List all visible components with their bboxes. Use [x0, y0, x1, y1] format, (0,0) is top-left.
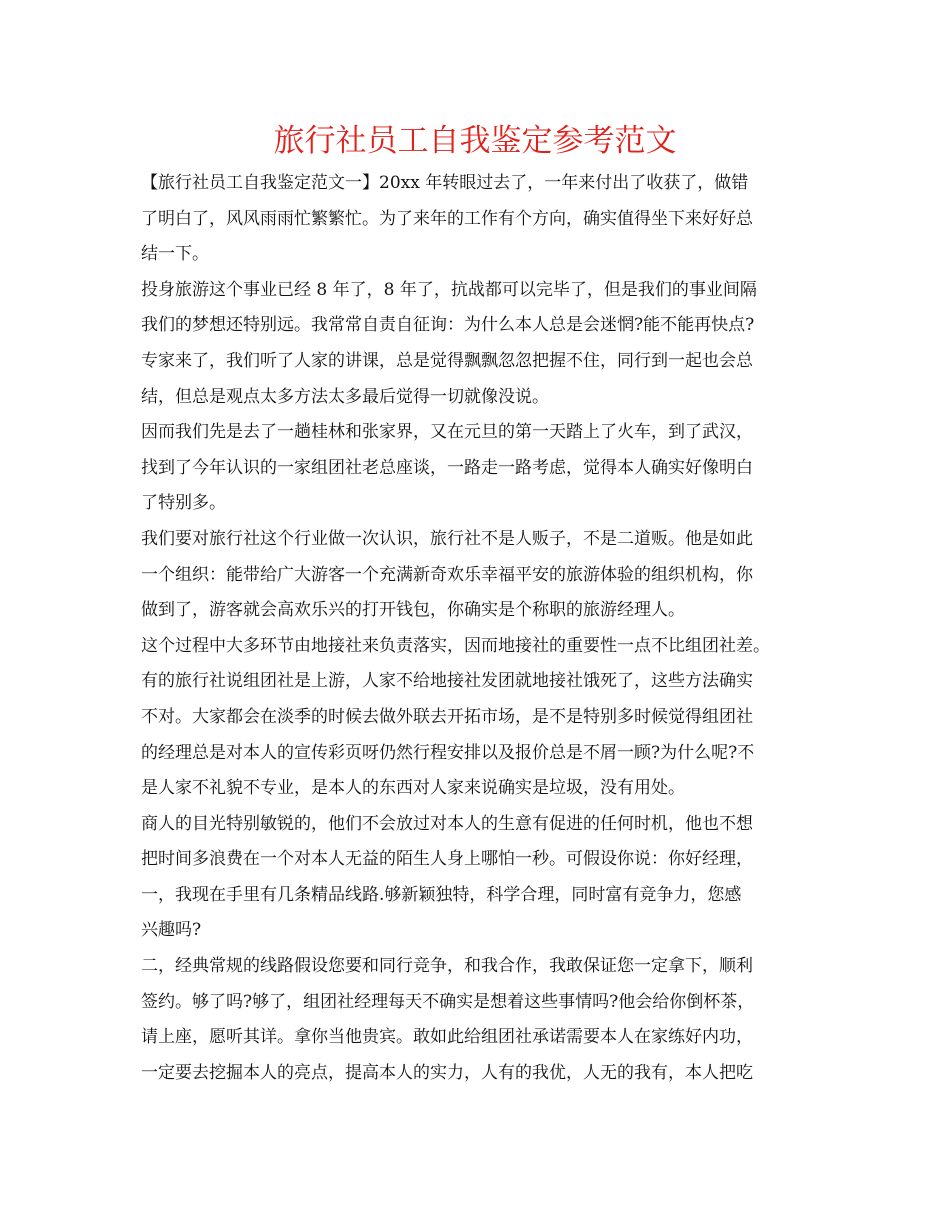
body-line: 一，我现在手里有几条精品线路.够新颖独特，科学合理，同时富有竞争力，您感 — [141, 884, 742, 905]
body-line: 二，经典常规的线路假设您要和同行竞争，和我合作，我敢保证您一定拿下，顺利 — [141, 956, 753, 977]
body-line: 找到了今年认识的一家组团社老总座谈，一路走一路考虑，觉得本人确实好像明白 — [141, 457, 753, 478]
body-line: 有的旅行社说组团社是上游，人家不给地接社发团就地接社饿死了，这些方法确实 — [141, 671, 753, 692]
body-line: 一定要去挖掘本人的亮点，提高本人的实力，人有的我优，人无的我有，本人把吃 — [141, 1062, 753, 1083]
body-line: 把时间多浪费在一个对本人无益的陌生人身上哪怕一秒。可假设你说：你好经理， — [141, 849, 753, 870]
document-title: 旅行社员工自我鉴定参考范文 — [273, 123, 677, 159]
body-line: 结，但总是观点太多方法太多最后觉得一切就像没说。 — [141, 386, 549, 407]
document-body — [141, 166, 811, 1091]
body-line: 是人家不礼貌不专业，是本人的东西对人家来说确实是垃圾，没有用处。 — [141, 778, 685, 799]
body-line: 投身旅游这个事业已经 8 年了，8 年了，抗战都可以完毕了，但是我们的事业间隔 — [141, 279, 757, 300]
body-line: 一个组织：能带给广大游客一个充满新奇欢乐幸福平安的旅游体验的组织机构，你 — [141, 564, 753, 585]
body-line: 我们要对旅行社这个行业做一次认识，旅行社不是人贩子，不是二道贩。他是如此 — [141, 528, 753, 549]
body-line: 了明白了，风风雨雨忙繁繁忙。为了来年的工作有个方向，确实值得坐下来好好总 — [141, 208, 753, 229]
body-line: 签约。够了吗?够了，组团社经理每天不确实是想着这些事情吗?他会给你倒杯茶， — [141, 991, 755, 1012]
body-line: 专家来了，我们听了人家的讲课，总是觉得飘飘忽忽把握不住，同行到一起也会总 — [141, 350, 753, 371]
body-line: 不对。大家都会在淡季的时候去做外联去开拓市场，是不是特别多时候觉得组团社 — [141, 706, 753, 727]
body-line: 的经理总是对本人的宣传彩页呀仍然行程安排以及报价总是不屑一顾?为什么呢?不 — [141, 742, 755, 763]
body-line: 我们的梦想还特别远。我常常自责自征询：为什么本人总是会迷惘?能不能再快点? — [141, 315, 755, 336]
body-line: 了特别多。 — [141, 493, 226, 514]
body-line: 商人的目光特别敏锐的，他们不会放过对本人的生意有促进的任何时机，他也不想 — [141, 813, 753, 834]
body-line: 结一下。 — [141, 244, 209, 265]
body-line: 请上座，愿听其详。拿你当他贵宾。敢如此给组团社承诺需要本人在家练好内功， — [141, 1027, 753, 1048]
body-line: 做到了，游客就会高欢乐兴的打开钱包，你确实是个称职的旅游经理人。 — [141, 600, 685, 621]
body-line: 这个过程中大多环节由地接社来负责落实，因而地接社的重要性一点不比组团社差。 — [141, 635, 770, 656]
body-line: 因而我们先是去了一趟桂林和张家界，又在元旦的第一天踏上了火车，到了武汉， — [141, 422, 753, 443]
body-line: 兴趣吗? — [141, 920, 202, 941]
body-line: 【旅行社员工自我鉴定范文一】20xx 年转眼过去了，一年来付出了收获了，做错 — [141, 173, 749, 193]
